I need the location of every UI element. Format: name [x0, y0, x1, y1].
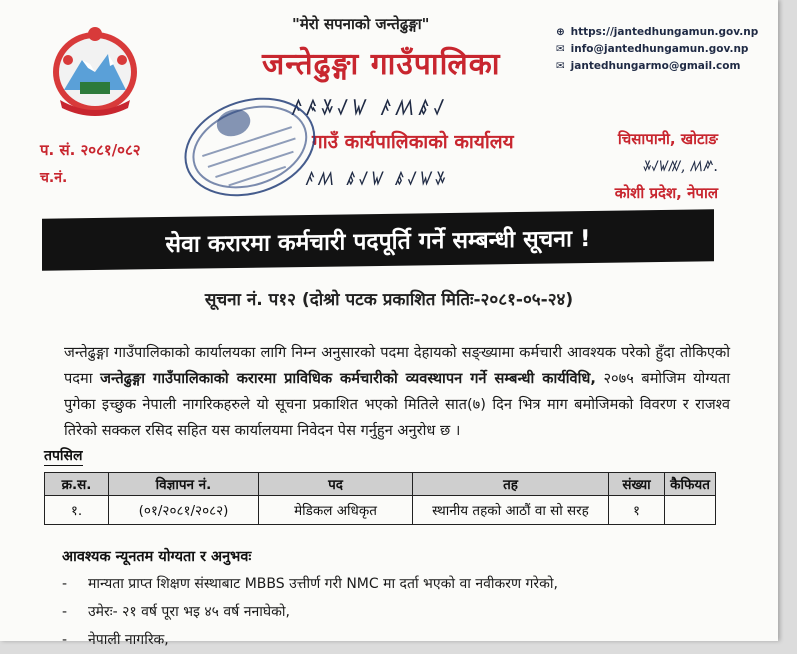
col-ad-number: विज्ञापन नं.: [109, 473, 259, 496]
mail-icon: ✉: [556, 43, 565, 55]
office-stamp: [178, 88, 328, 206]
col-serial: क्र.स.: [45, 473, 109, 496]
qualifications-title: आवश्यक न्यूनतम योग्यता र अनुभवः: [62, 549, 252, 565]
office-name-local-script: ꤰꤵ ꤹꤶꤿ ꤹꤶꤿꤸ: [306, 168, 449, 190]
cell-ad-number: (०१/२०८१/२०८२): [109, 496, 259, 525]
cell-remarks: [665, 496, 716, 525]
col-level: तह: [413, 473, 609, 496]
table-row: [45, 496, 716, 525]
address-line-3: कोशी प्रदेश, नेपाल: [614, 184, 718, 202]
office-address: [598, 126, 718, 207]
nepal-emblem-icon: [50, 20, 140, 116]
col-post: पद: [259, 473, 413, 496]
contact-block: [556, 24, 758, 75]
cell-serial: १.: [45, 496, 109, 525]
office-name: गाउँ कार्यपालिकाको कार्यालय: [312, 131, 514, 153]
address-line-1: चिसापानी, खोटाङ: [617, 130, 718, 148]
col-remarks: कैफियत: [665, 473, 716, 496]
qualifications-list: [62, 570, 558, 654]
mail-icon: ✉: [556, 60, 565, 72]
org-name: जन्तेढुङ्गा गाउँपालिका: [262, 47, 501, 82]
notice-banner: [42, 209, 714, 270]
cell-count: १: [609, 496, 665, 525]
list-item: - उमेरः- २१ वर्ष पूरा भइ ४५ वर्ष ननाघेको,: [62, 604, 290, 620]
contact-website[interactable]: ⊕ https://jantedhungamun.gov.np: [556, 24, 758, 41]
cell-post: मेडिकल अधिकृत: [259, 496, 413, 525]
banner-title: सेवा करारमा कर्मचारी पदपूर्ति गर्ने सम्बन्धी सूचना !: [165, 226, 591, 258]
vacancy-table: [44, 472, 716, 525]
table-title: तपसिल: [44, 448, 83, 464]
notice-paragraph: जन्तेढुङ्गा गाउँपालिकाको कार्यालयका लागि निम्न अनुसारको पदमा देहायको सङ्ख्यामा कर्मचारी आवश्यक परेको हुँदा तोकिएको पदमा जन्तेढुङ्गा गाउँपालिकाको करारमा प्राविधिक कर्मचारीको व्यवस्थापन गर्ने सम्बन्धी कार्यविधि, २०७५ बमोजिम योग्यता पुगेका इच्छुक नेपाली नागरिकहरुले यो सूचना प्रकाशित भएको मितिले सात(७) दिन भित्र माग बमोजिमको विवरण र राजश्व तिरेको सक्कल रसिद सहित यस कार्यालयमा निवेदन पेस गर्नुहुन अनुरोध छ ।: [64, 344, 731, 439]
globe-icon: ⊕: [556, 26, 565, 38]
org-name-local-script: ꤰꤴꤸꤶꤿ ꤰꤵꤹꤶ: [292, 96, 448, 121]
cell-level: स्थानीय तहको आठौं वा सो सरह: [413, 496, 609, 525]
col-count: संख्या: [609, 473, 665, 496]
dispatch-number: च.नं.: [40, 170, 68, 186]
slogan: "मेरो सपनाको जन्तेढुङ्गा": [292, 15, 430, 33]
contact-email[interactable]: ✉ info@jantedhungamun.gov.np: [556, 41, 758, 58]
procedure-title: जन्तेढुङ्गा गाउँपालिकाको करारमा प्राविधिक कर्मचारीको व्यवस्थापन गर्ने सम्बन्धी कार्यविधि,: [100, 370, 596, 387]
table-header-row: [45, 473, 716, 496]
list-item: - मान्यता प्राप्त शिक्षण संस्थाबाट MBBS उत्तीर्ण गरी NMC मा दर्ता भएको वा नवीकरण गरेको,: [62, 576, 558, 592]
notice-number-line: सूचना नं. प१२ (दोश्रो पटक प्रकाशित मितिः-२०८१-०५-२४): [204, 290, 574, 310]
address-line-2: ꤸꤶꤿꤲ, ꤵꤺ.: [643, 157, 718, 175]
reference-number: प. सं. २०८१/०८२: [40, 141, 141, 159]
list-item: - नेपाली नागरिक,: [62, 632, 169, 648]
contact-email-alt[interactable]: ✉ jantedhungarmo@gmail.com: [556, 58, 758, 75]
